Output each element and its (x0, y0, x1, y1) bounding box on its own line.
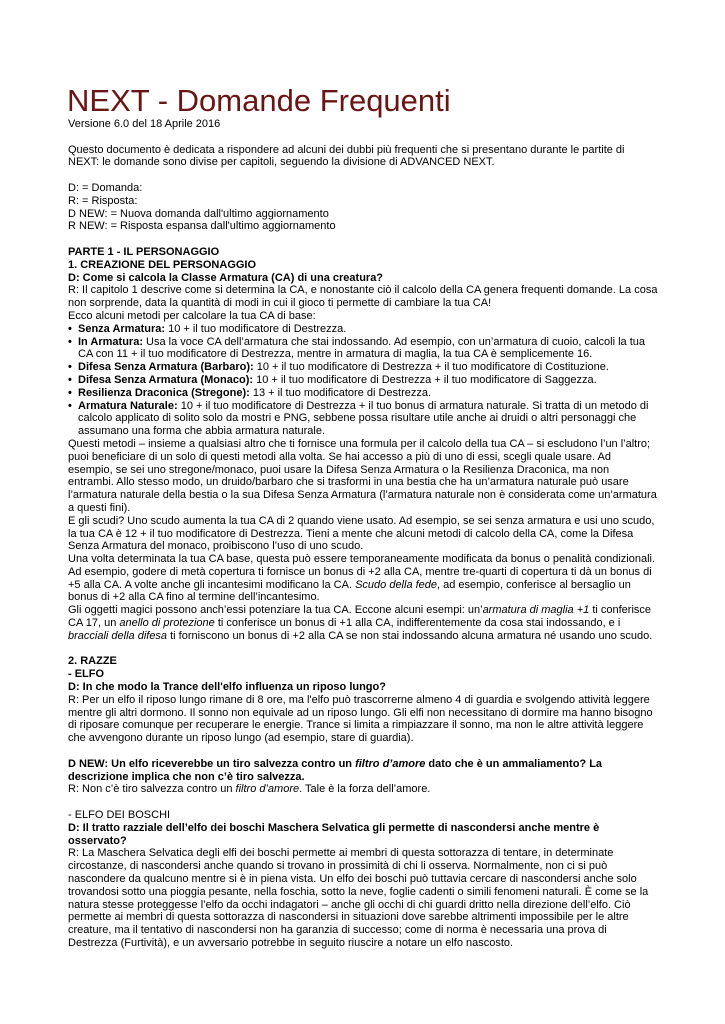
method-name: In Armatura: (78, 335, 143, 348)
methods-intro: Ecco alcuni metodi per calcolare la tua CA di base: (68, 309, 316, 322)
answer-trance: R: Per un elfo il riposo lungo rimane di 8 ore, ma l'elfo può trascorrerne almeno 4 di guardia e svolgendo attività leggere mentre gli altri dormono. Il sonno non equivale ad un riposo lungo. Gli elfi non necessitano di dormire ma hanno bisogno di riposare comunque per recuperare le energie. Trance si limita a rimpiazzare il sonno, ma non le altre attività leggere che avvengono durante un riposo lungo (ad esempio, stare di guardia). (68, 693, 653, 745)
methods-list (68, 323, 658, 438)
chapter2-heading: 2. RAZZE (68, 655, 117, 668)
legend-domanda: D: = Domanda: (68, 181, 143, 194)
method-text: 10 + il tuo modificatore di Destrezza + il tuo modificatore di Saggezza. (253, 373, 597, 386)
method-name: Difesa Senza Armatura (Barbaro): (78, 361, 254, 374)
question-love-potion: D NEW: Un elfo riceverebbe un tiro salvezza contro un filtro d’amore dato che è un ammaliamento? La descrizione implica che non c’è tiro salvezza. (68, 757, 603, 783)
list-item (68, 336, 658, 362)
answer-love-potion: R: Non c’è tiro salvezza contro un filtro d’amore. Tale è la forza dell’amore. (68, 783, 431, 796)
intro-paragraph: Questo documento è dedicata a rispondere ad alcuni dei dubbi più frequenti che si presentano durante le partite di NEXT: le domande sono divise per capitoli, seguendo la divisione di ADVANCED NEXT. (68, 143, 625, 169)
part1-heading: PARTE 1 - IL PERSONAGGIO (68, 245, 220, 258)
answer-ca: R: Il capitolo 1 descrive come si determina la CA, e nonostante ciò il calcolo della CA genera frequenti domande. La cosa non sorprende, data la quantità di modi in cui il gioco ti permette di cambiare la tua CA! (68, 284, 658, 310)
list-item (68, 323, 658, 336)
document-title: NEXT - Domande Frequenti (67, 83, 451, 118)
method-name: Armatura Naturale: (78, 399, 178, 412)
list-item (68, 387, 658, 400)
method-name: Resilienza Draconica (Stregone): (78, 386, 250, 399)
paragraph-conditional-bonus: Una volta determinata la tua CA base, questa può essere temporaneamente modificata da bonus o penalità condizionali. Ad esempio, godere di metà copertura ti fornisce un bonus di +2 alla CA, mentre tre-quarti di copertura ti dà un bonus di +5 alla CA. A volte anche gli incantesimi modificano la CA. Scudo della fede, ad esempio, conferisce al bersaglio un bonus di +2 alla CA fino al termine dell’incantesimo. (68, 553, 656, 604)
paragraph-methods-exclusive: Questi metodi – insieme a qualsiasi altro che ti fornisce una formula per il calcolo della tua CA – si escludono l’un l’altro; puoi beneficiare di un solo di questi metodi alla volta. Se hai accesso a più di uno di essi, scegli quale usare. Ad esempio, se sei uno stregone/monaco, puoi usare la Difesa Senza Armatura o la Resilienza Draconica, ma non entrambi. Allo stesso modo, un druido/barbaro che si trasformi in una bestia che ha un’armatura naturale può usare l’armatura naturale della bestia o la sua Difesa Senza Armatura (l’armatura naturale non è considerata come un’armatura a questi fini). (68, 437, 657, 514)
version-line: Versione 6.0 del 18 Aprile 2016 (68, 118, 221, 130)
paragraph-magic-items: Gli oggetti magici possono anch’essi potenziare la tua CA. Eccone alcuni esempi: un’armatura di maglia +1 ti conferisce CA 17, un anello di protezione ti conferisce un bonus di +1 alla CA, indifferentemente da cosa stai indossando, e i bracciali della difesa ti forniscono un bonus di +2 alla CA se non stai indossando alcuna armatura né usando uno scudo. (68, 604, 653, 642)
method-text: 10 + il tuo modificatore di Destrezza. (165, 322, 347, 335)
method-text: Usa la voce CA dell’armatura che stai indossando. Ad esempio, con un’armatura di cuoio, calcoli la tua CA con 11 + il tuo modificatore di Destrezza, mentre in armatura di maglia, la tua CA è semplicemente 16. (78, 335, 645, 361)
method-name: Difesa Senza Armatura (Monaco): (78, 373, 254, 386)
answer-mask-of-wild: R: La Maschera Selvatica degli elfi dei boschi permette ai membri di questa sottorazza di tentare, in determinate circostanze, di nascondersi anche quando si trovano in prossimità di chi li osserva. Normalmente, non ci si può nascondere da qualcuno mentre si è in piena vista. Un elfo dei boschi può tuttavia cercare di nascondersi anche solo trovandosi sotto una pioggia pesante, nella foschia, sotto la neve, foglie cadenti o simili fenomeni naturali. È come se la natura stesse proteggesse l’elfo da occhi indagatori – anche gli occhi di chi guardi dritto nella direzione dell’elfo. Ciò permette ai membri di questa sottorazza di nascondersi in situazioni dove sarebbe altrimenti impossibile per le altre creature, ma il tentativo di nascondersi non ha garanzia di successo; come di norma è necessaria una prova di Destrezza (Furtività), e un avversario potrebbe in seguito riuscire a notare un elfo nascosto. (68, 847, 649, 949)
method-text: 10 + il tuo modificatore di Destrezza + il tuo modificatore di Costituzione. (253, 361, 609, 374)
chapter1-heading: 1. CREAZIONE DEL PERSONAGGIO (68, 258, 257, 271)
question-trance: D: In che modo la Trance dell'elfo influenza un riposo lungo? (68, 681, 386, 694)
legend-r-new: R NEW: = Risposta espansa dall'ultimo aggiornamento (68, 220, 336, 233)
method-name: Senza Armatura: (78, 322, 166, 335)
legend-d-new: D NEW: = Nuova domanda dall'ultimo aggiornamento (68, 207, 329, 220)
question-mask-of-wild: D: Il tratto razziale dell’elfo dei boschi Maschera Selvatica gli permette di nascondersi anche mentre è osservato? (68, 821, 600, 847)
legend-risposta: R: = Risposta: (68, 194, 138, 207)
paragraph-shields: E gli scudi? Uno scudo aumenta la tua CA di 2 quando viene usato. Ad esempio, se sei senza armatura e usi uno scudo, la tua CA è 12 + il tuo modificatore di Destrezza. Tieni a mente che alcuni metodi di calcolo della CA, come la Difesa Senza Armatura del monaco, proibiscono l’uso di uno scudo. (68, 514, 655, 553)
subheading-wood-elf: - ELFO DEI BOSCHI (68, 809, 171, 822)
list-item (68, 361, 658, 374)
method-text: 10 + il tuo modificatore di Destrezza + il tuo bonus di armatura naturale. Si tratta di un metodo di calcolo applicato di solito solo da mostri e PNG, sebbene possa risultare utile anche ai druidi o altri personaggi che assumano una forma che abbia armatura naturale. (78, 399, 649, 438)
list-item (68, 374, 658, 387)
document-page (68, 84, 658, 950)
method-text: 13 + il tuo modificatore di Destrezza. (249, 386, 432, 399)
subheading-elf: - ELFO (68, 668, 105, 681)
list-item (68, 400, 658, 438)
question-ca: D: Come si calcola la Classe Armatura (CA) di una creatura? (68, 271, 384, 284)
